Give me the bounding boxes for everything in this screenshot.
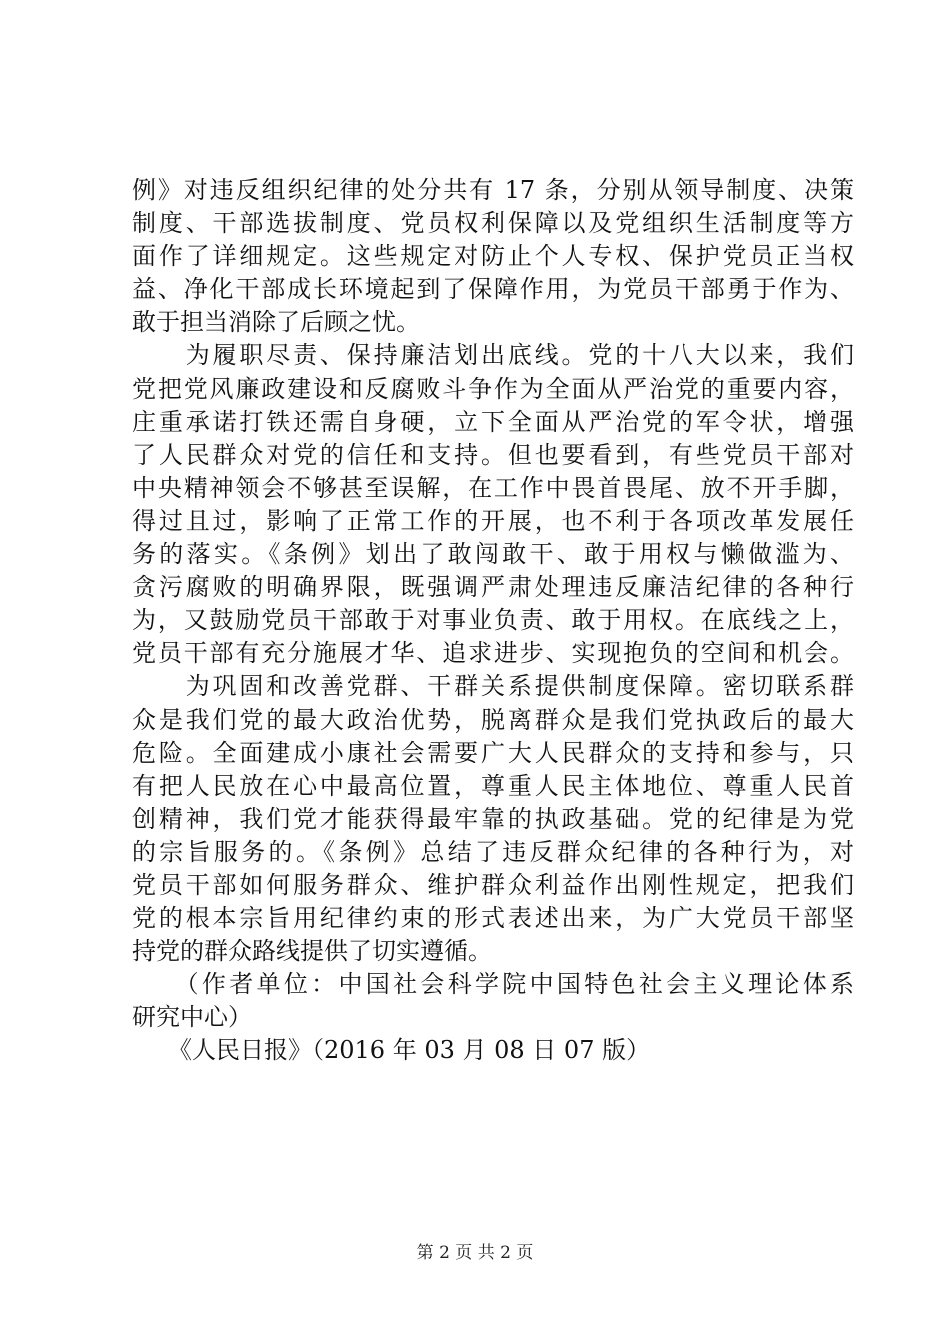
body-line: 中央精神领会不够甚至误解，在工作中畏首畏尾、放不开手脚，	[132, 473, 854, 502]
body-line: 党员干部如何服务群众、维护群众利益作出刚性规定，把我们	[132, 870, 854, 899]
body-line: 创精神，我们党才能获得最牢靠的执政基础。党的纪律是为党	[132, 804, 854, 833]
body-line: 了人民群众对党的信任和支持。但也要看到，有些党员干部对	[132, 440, 854, 469]
body-line: 有把人民放在心中最高位置，尊重人民主体地位、尊重人民首	[132, 771, 854, 800]
body-line: 党员干部有充分施展才华、追求进步、实现抱负的空间和机会。	[132, 639, 854, 668]
body-line: 得过且过，影响了正常工作的开展，也不利于各项改革发展任	[132, 506, 854, 535]
body-line: 益、净化干部成长环境起到了保障作用，为党员干部勇于作为、	[132, 275, 854, 304]
body-line: 面作了详细规定。这些规定对防止个人专权、保护党员正当权	[132, 242, 854, 271]
body-line: 制度、干部选拔制度、党员权利保障以及党组织生活制度等方	[132, 209, 854, 238]
source-citation: 《人民日报》（2016 年 03 月 08 日 07 版）	[132, 1036, 651, 1065]
body-line: 持党的群众路线提供了切实遵循。	[132, 937, 492, 966]
body-line: 众是我们党的最大政治优势，脱离群众是我们党执政后的最大	[132, 705, 854, 734]
author-affiliation-line: 研究中心）	[132, 1003, 252, 1032]
body-line: 敢于担当消除了后顾之忧。	[132, 308, 420, 337]
body-line: 贪污腐败的明确界限，既强调严肃处理违反廉洁纪律的各种行	[132, 573, 854, 602]
body-line: 为，又鼓励党员干部敢于对事业负责、敢于用权。在底线之上，	[132, 606, 854, 635]
body-line: 为履职尽责、保持廉洁划出底线。党的十八大以来，我们	[132, 341, 854, 370]
body-line: 务的落实。《条例》划出了敢闯敢干、敢于用权与懒做滥为、	[132, 540, 854, 569]
page-number-footer: 第 2 页 共 2 页	[416, 1243, 534, 1263]
body-line: 例》对违反组织纪律的处分共有 17 条，分别从领导制度、决策	[132, 176, 854, 204]
body-line: 的宗旨服务的。《条例》总结了违反群众纪律的各种行为，对	[132, 837, 854, 866]
body-line: 庄重承诺打铁还需自身硬，立下全面从严治党的军令状，增强	[132, 407, 854, 436]
body-line: 为巩固和改善党群、干群关系提供制度保障。密切联系群	[132, 672, 854, 701]
body-line: 党的根本宗旨用纪律约束的形式表述出来，为广大党员干部坚	[132, 904, 854, 933]
author-affiliation-line: （作者单位：中国社会科学院中国特色社会主义理论体系	[132, 970, 854, 999]
article-body	[132, 174, 854, 1068]
body-line: 危险。全面建成小康社会需要广大人民群众的支持和参与，只	[132, 738, 854, 767]
body-line: 党把党风廉政建设和反腐败斗争作为全面从严治党的重要内容，	[132, 374, 854, 403]
